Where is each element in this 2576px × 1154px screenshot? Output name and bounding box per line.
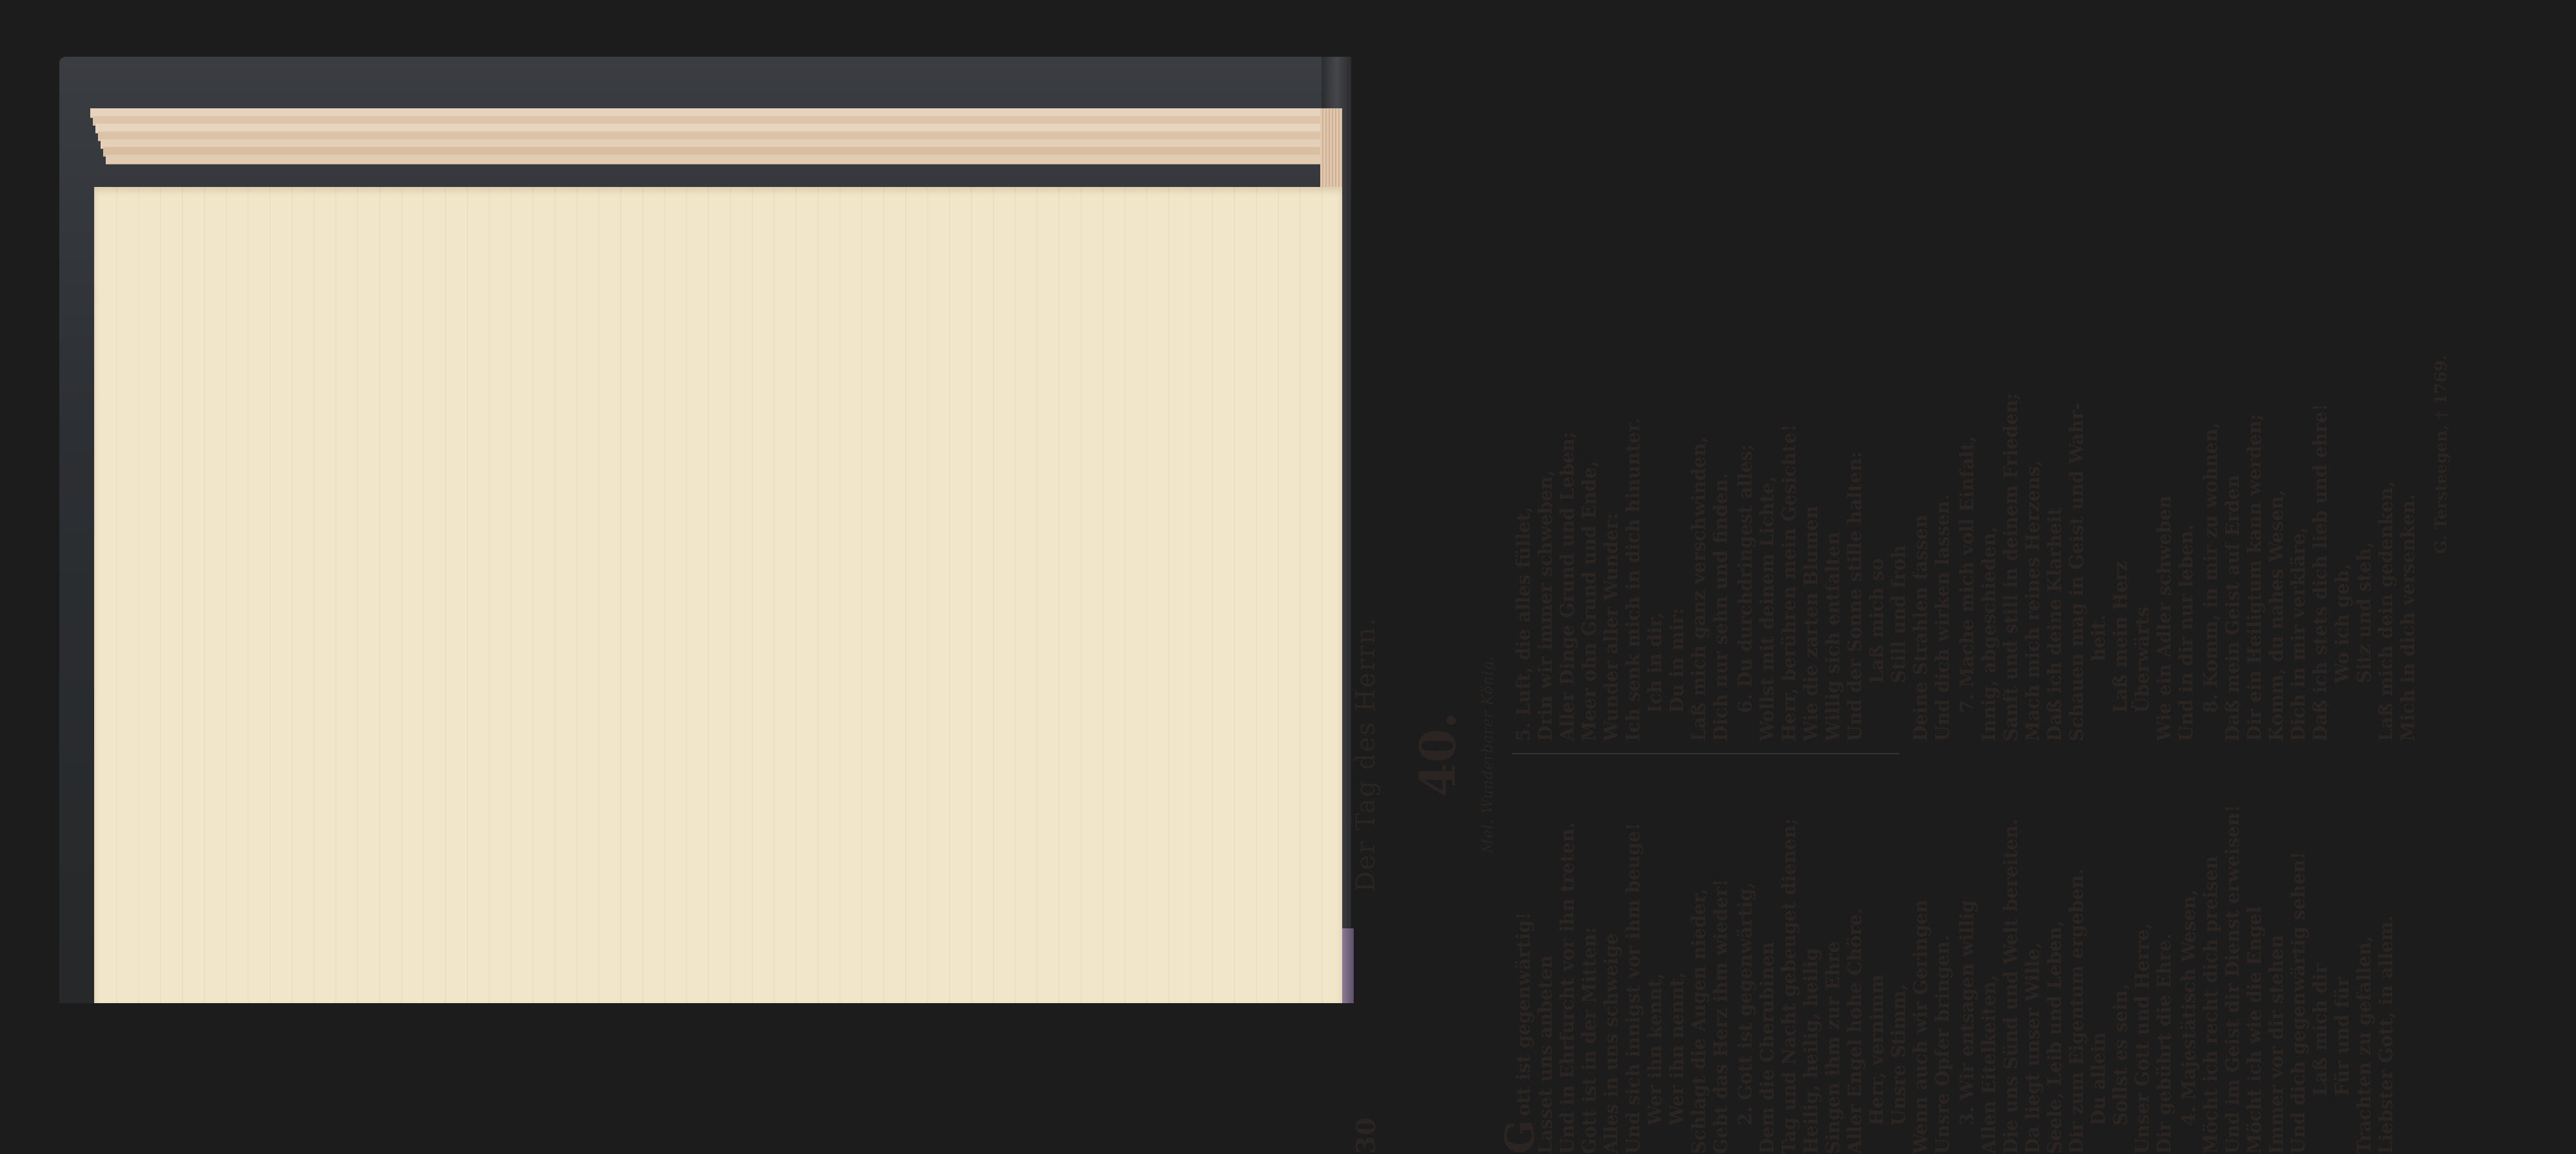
verse-text: Wollst mit deinem Lichte,: [1756, 476, 1778, 741]
verse-text: Sanft und still in deinem Frieden;: [2000, 393, 2022, 741]
verse-line: [1600, 355, 1622, 741]
verse-line: G ott ist gegenwärtig!: [1512, 767, 1534, 1154]
verse-text: Aller Engel hohe Chöre.: [1844, 908, 1866, 1154]
verse-text: Laß mein Herz: [2109, 561, 2131, 713]
verse-line: [1622, 767, 1644, 1154]
verse-line: [1512, 355, 1534, 741]
verse-text: Tag und Nacht gebeuget dienen;: [1778, 818, 1800, 1154]
right-column: [1512, 355, 2452, 741]
verse-text: 5. Luft, die alles füllet,: [1512, 506, 1534, 741]
verse-line: [1888, 767, 1909, 1154]
verse-text: Und in Ehrfurcht vor ihn treten.: [1556, 823, 1578, 1154]
stanza: [1956, 355, 2197, 741]
verse-line: [1578, 355, 1600, 741]
verse-line: [2221, 355, 2243, 741]
verse-text: Seele, Leib und Leben,: [2044, 920, 2065, 1154]
verse-line: [1909, 767, 1931, 1154]
verse-line: [1909, 355, 1931, 741]
verse-line: [2200, 355, 2221, 741]
stanza: [1734, 767, 1953, 1154]
verse-line: [1978, 767, 2000, 1154]
verse-line: [1931, 767, 1953, 1154]
stanza: [2178, 767, 2397, 1154]
verse-line: [2243, 767, 2265, 1154]
verse-text: Überwärts: [2131, 607, 2153, 713]
verse-text: Unsre Stimm,: [1888, 984, 1909, 1126]
stanza: [1956, 767, 2175, 1154]
verse-text: Drin wir immer schweben,: [1534, 470, 1556, 741]
verse-line: [1534, 355, 1556, 741]
verse-text: Dich in mir verkläre,: [2287, 527, 2309, 741]
verse-text: Still und froh: [1888, 545, 1909, 683]
verse-text: Möcht ich recht dich preisen: [2200, 856, 2221, 1154]
running-head: Der Tag des Herrn.: [1351, 355, 1381, 1154]
verse-line: [1600, 767, 1622, 1154]
verse-line: [1578, 767, 1600, 1154]
verse-text: Schlagt die Augen nieder,: [1688, 888, 1710, 1154]
stanza: [1734, 355, 1953, 741]
verse-line: [2131, 767, 2153, 1154]
verse-text: Komm, du nahes Wesen,: [2265, 489, 2287, 741]
verse-line: [1866, 355, 1888, 741]
verse-text: Wer ihn nennt,: [1666, 972, 1688, 1126]
verse-text: Unsre Opfer bringen.: [1931, 935, 1953, 1154]
verse-text: Ich senk mich in dich hinunter.: [1622, 418, 1644, 741]
hymn-number: 40.: [1409, 355, 1467, 1154]
verse-line: [1844, 355, 1866, 741]
verse-line: [1866, 767, 1888, 1154]
verse-line: [1844, 767, 1866, 1154]
verse-line: [2109, 767, 2131, 1154]
verse-text: Dir zum Eigentum ergeben.: [2065, 868, 2087, 1154]
verse-line: [1778, 355, 1800, 741]
verse-text: Mach mich reines Herzens,: [2022, 460, 2044, 741]
verse-text: 7. Mache mich voll Einfalt,: [1956, 436, 1978, 713]
verse-line: [2044, 767, 2065, 1154]
verse-line: [1710, 767, 1732, 1154]
verse-line: [1800, 355, 1822, 741]
verse-text: Und sich innigst vor ihm beuge!: [1622, 823, 1644, 1154]
verse-line: [2397, 355, 2419, 741]
verse-text: Für und für: [2331, 977, 2353, 1096]
verse-text: Wer ihn kennt,: [1644, 973, 1666, 1126]
verse-text: Und dich wirken lassen.: [1931, 494, 1953, 741]
verse-line: [2044, 355, 2065, 741]
verse-line: [1688, 767, 1710, 1154]
verse-text: 8. Komm, in mir zu wohnen,: [2200, 422, 2221, 713]
verse-text: Da liegt unser Wille,: [2022, 942, 2044, 1154]
verse-text: Du in mir:: [1666, 608, 1688, 713]
verse-text: Wo ich geh,: [2331, 563, 2353, 683]
verse-line: [1644, 767, 1666, 1154]
verse-line: [1888, 355, 1909, 741]
verse-text: Ich in dir,: [1644, 612, 1666, 713]
verse-line: [2153, 767, 2175, 1154]
verse-line: [2065, 355, 2087, 741]
verse-text: Willig sich entfalten: [1822, 532, 1844, 741]
verse-line: [1666, 767, 1688, 1154]
verse-line: [1666, 355, 1688, 741]
verse-line: [2175, 355, 2197, 741]
verse-line: [1556, 767, 1578, 1154]
author-credit: G. Tersteegen, † 1769.: [2430, 355, 2452, 741]
verse-line: [1778, 767, 1800, 1154]
verse-text: Und im Geist dir Dienst erweisen!: [2221, 805, 2243, 1154]
page-text-block: [1351, 355, 2576, 1154]
stanza: [1512, 767, 1732, 1154]
page-number: 30: [1351, 1117, 1381, 1154]
verse-line: [2309, 355, 2331, 741]
verse-text: Singen ihm zur Ehre: [1822, 941, 1844, 1154]
verse-text: 4. Majestätisch Wesen,: [2178, 890, 2200, 1126]
left-column: [1512, 767, 2399, 1154]
verse-text: Dich nur sehn und finden.: [1710, 473, 1732, 741]
verse-line: [1822, 767, 1844, 1154]
verse-line: [1734, 767, 1756, 1154]
verse-line: [1756, 355, 1778, 741]
verse-text: Wenn auch wir Geringen: [1909, 900, 1931, 1154]
verse-line: [1956, 767, 1978, 1154]
verse-text: Immer vor dir stehen: [2265, 935, 2287, 1154]
stanza: [2200, 355, 2419, 741]
verse-text: Allen Eitelkeiten,: [1978, 975, 2000, 1154]
verse-line: [2353, 355, 2375, 741]
verse-text: Schauen mag in Geist und Wahr-: [2065, 402, 2087, 741]
verse-line: [1734, 355, 1756, 741]
verse-text: Innig, abgeschieden,: [1978, 526, 2000, 741]
verse-line: [1931, 355, 1953, 741]
verse-text: Gebt das Herz ihm wieder!: [1710, 879, 1732, 1154]
verse-text: Und dich gegenwärtig sehen!: [2287, 852, 2309, 1154]
book-page: [94, 187, 1342, 1003]
verse-line: [2022, 355, 2044, 741]
verse-text: Unser Gott und Herre,: [2131, 923, 2153, 1154]
verse-line: [2022, 767, 2044, 1154]
verse-line: [2087, 767, 2109, 1154]
verse-line: [2087, 355, 2109, 741]
verse-text: Liebster Gott, in allem.: [2375, 915, 2397, 1154]
verse-line: [2109, 355, 2131, 741]
verse-text: Aller Dinge Grund und Leben;: [1556, 432, 1578, 742]
verse-line: [2375, 767, 2397, 1154]
verse-text: Gott ist in der Mitten:: [1578, 927, 1600, 1154]
verse-line: [2287, 767, 2309, 1154]
verse-line: [2000, 355, 2022, 741]
verse-line: [2309, 767, 2331, 1154]
verse-text: Wie die zarten Blumen: [1800, 506, 1822, 741]
verse-line: [2331, 355, 2353, 741]
verse-text: Sollst es sein,: [2109, 984, 2131, 1126]
verse-text: Und in dir nur leben.: [2175, 524, 2197, 741]
verse-line: [1688, 355, 1710, 741]
verse-text: Heilig, heilig, heilig: [1800, 948, 1822, 1154]
verse-line: [2200, 767, 2221, 1154]
verse-text: Laß mich ganz verschwinden,: [1688, 436, 1710, 741]
verse-text: Alles in uns schweige: [1600, 934, 1622, 1154]
verse-text: Und der Sonne stille halten:: [1844, 451, 1866, 741]
verse-text: Daß mein Geist auf Erden: [2221, 474, 2243, 741]
verse-text: Die uns Sünd und Welt bereiten.: [2000, 819, 2022, 1154]
verse-line: [2375, 355, 2397, 741]
verse-text: Deine Strahlen fassen: [1909, 514, 1931, 741]
verse-text: ott ist gegenwärtig!: [1512, 912, 1534, 1117]
verse-text: Herr, vernimm: [1866, 975, 1888, 1126]
verse-line: [1978, 355, 2000, 741]
verse-text: Dir gebührt die Ehre.: [2153, 934, 2175, 1154]
verse-line: [1800, 767, 1822, 1154]
verse-line: [1556, 355, 1578, 741]
verse-line: [2065, 767, 2087, 1154]
verse-text: heit.: [2087, 614, 2109, 661]
verse-text: Meer ohn Grund und Ende,: [1578, 461, 1600, 742]
verse-text: Dem die Cherubinen: [1756, 942, 1778, 1154]
verse-line: [1534, 767, 1556, 1154]
verse-line: [1644, 355, 1666, 741]
verse-line: [1956, 355, 1978, 741]
verse-text: Laß mich dein gedenken,: [2375, 481, 2397, 741]
verse-line: [2221, 767, 2243, 1154]
verse-text: Daß ich deine Klarheit: [2044, 507, 2065, 741]
verse-text: 2. Gott ist gegenwärtig,: [1734, 882, 1756, 1126]
verse-line: [2131, 355, 2153, 741]
verse-text: Wunder aller Wunder:: [1600, 513, 1622, 741]
verse-line: [2265, 767, 2287, 1154]
verse-text: 3. Wir entsagen willig: [1956, 900, 1978, 1126]
verse-line: [2000, 767, 2022, 1154]
verse-text: Laß mich dir: [2309, 964, 2331, 1096]
stanza: [1512, 355, 1732, 741]
verse-line: [2153, 355, 2175, 741]
verse-text: Trachten zu gefallen,: [2353, 935, 2375, 1154]
verse-line: [2331, 767, 2353, 1154]
verse-text: Daß ich stets dich lieb und ehre!: [2309, 404, 2331, 741]
verse-line: [1622, 355, 1644, 741]
verse-text: Herr, berühren mein Gesichte!: [1778, 424, 1800, 741]
verse-text: Sitz und steh,: [2353, 542, 2375, 683]
verse-line: [1710, 355, 1732, 741]
verse-text: Laß mich so: [1866, 558, 1888, 683]
verse-line: [2243, 355, 2265, 741]
verse-text: 6. Du durchdringest alles;: [1734, 444, 1756, 713]
verse-text: Mich in dich versenken.: [2397, 494, 2419, 741]
verse-line: [2265, 355, 2287, 741]
verse-text: Wie ein Adler schweben: [2153, 496, 2175, 742]
verse-line: [1822, 355, 1844, 741]
column-divider: [1512, 753, 1899, 754]
verse-text: Dir ein Heiligtum kann werden;: [2243, 414, 2265, 741]
melody-note: Mel. Wunderbarer König.: [1480, 355, 1496, 1154]
page-header: [1351, 355, 1390, 1154]
verse-line: [2287, 355, 2309, 741]
verse-text: Möcht ich wie die Engel: [2243, 906, 2265, 1154]
verse-text: Du allein: [2087, 1032, 2109, 1126]
verse-line: [2353, 767, 2375, 1154]
verse-line: [1756, 767, 1778, 1154]
verse-text: Lasset uns anbeten: [1534, 955, 1556, 1154]
verse-line: [2178, 767, 2200, 1154]
